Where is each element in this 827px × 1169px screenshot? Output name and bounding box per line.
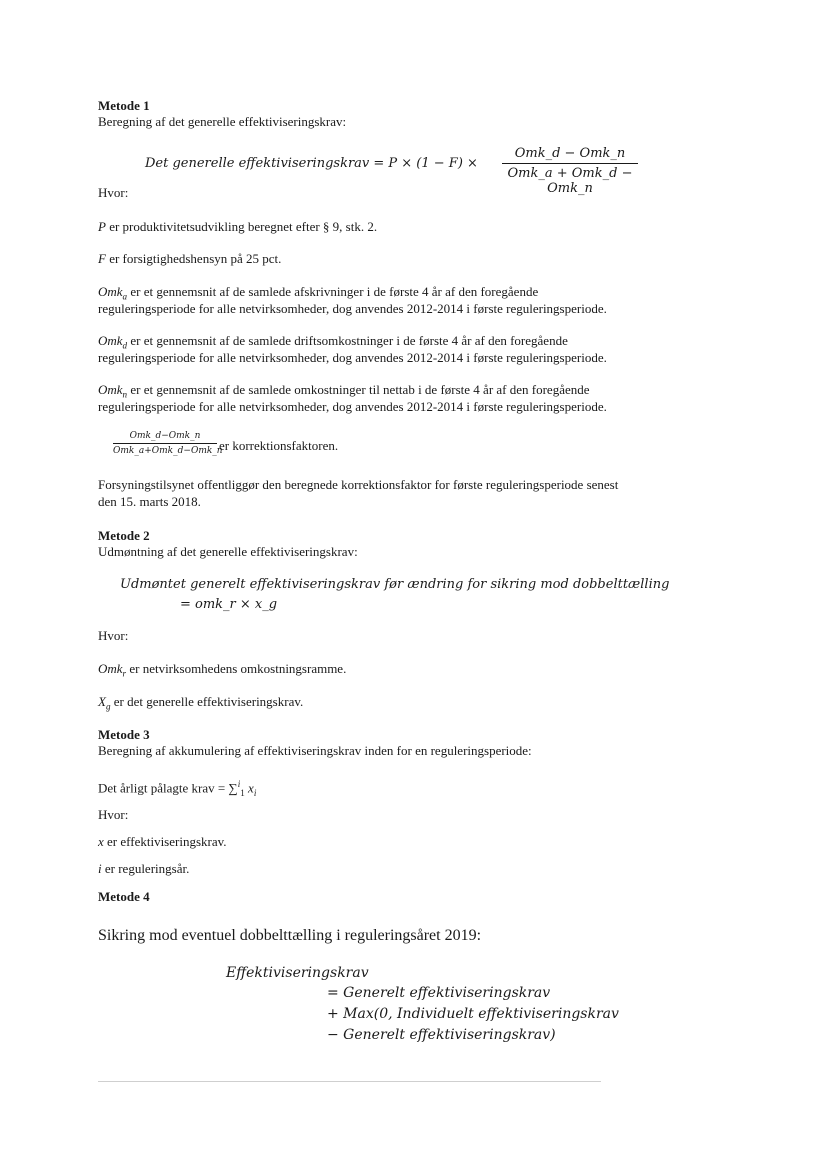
- symbol-x: x: [98, 834, 104, 849]
- sum-variable-sub: i: [253, 787, 257, 798]
- symbol-f: F: [98, 251, 106, 266]
- publish-line2: den 15. marts 2018.: [98, 494, 201, 509]
- definition-xg-text: er det generelle effektiviseringskrav.: [110, 694, 304, 709]
- symbol-omkr-sub: r: [122, 668, 127, 679]
- definition-f-text: er forsigtighedshensyn på 25 pct.: [105, 251, 282, 266]
- footer-divider: [98, 1081, 601, 1082]
- symbol-xg-sub: g: [105, 701, 111, 712]
- symbol-omka: Omk: [98, 284, 123, 299]
- sum-upper-limit: i: [237, 779, 241, 789]
- definition-i: [98, 861, 189, 877]
- definition-p-text: er produktivitetsudvikling beregnet efter § 9, stk. 2.: [105, 219, 378, 234]
- metode2-hvor: Hvor:: [98, 628, 129, 643]
- symbol-omka-sub: a: [122, 291, 128, 302]
- symbol-omkd: Omk: [98, 333, 123, 348]
- symbol-omkn-sub: n: [122, 389, 128, 400]
- sum-symbol: ∑: [228, 780, 238, 796]
- definition-f: [98, 251, 281, 267]
- definition-p: [98, 219, 377, 235]
- metode3-subtitle: Beregning af akkumulering af effektiviseringskrav inden for en reguleringsperiode:: [98, 743, 532, 758]
- metode2-heading: Metode 2: [98, 528, 150, 543]
- definition-omkn-line2: reguleringsperiode for alle netvirksomheder, dog anvendes 2012-2014 i første reguleringsperiode.: [98, 399, 607, 414]
- metode3-formula: [98, 776, 256, 801]
- symbol-omkn: Omk: [98, 382, 123, 397]
- definition-omkr-text: er netvirksomhedens omkostningsramme.: [126, 661, 347, 676]
- definition-xg: [98, 694, 303, 715]
- definition-omkr: [98, 661, 346, 682]
- publish-line1: Forsyningstilsynet offentliggør den beregnede korrektionsfaktor for første reguleringsperiode senest: [98, 477, 619, 492]
- metode2-formula-line1: Udmøntet generelt effektiviseringskrav før ændring for sikring mod dobbelttælling: [120, 577, 670, 592]
- definition-i-text: er reguleringsår.: [101, 861, 190, 876]
- metode4-line3: + Max(0, Individuelt effektiviseringskrav: [327, 1006, 619, 1022]
- metode1-subtitle: Beregning af det generelle effektiviseringskrav:: [98, 114, 347, 129]
- symbol-xg: X: [98, 694, 106, 709]
- definition-omka-line1: er et gennemsnit af de samlede afskrivninger i de første 4 år af den foregående: [127, 284, 539, 299]
- metode1-formula-lhs: Det generelle effektiviseringskrav = P × (1 − F) ×: [145, 156, 478, 171]
- metode1-formula-fraction: [502, 146, 638, 196]
- metode4-subtitle: Sikring mod eventuel dobbelttælling i reguleringsåret 2019:: [98, 927, 482, 944]
- symbol-omkd-sub: d: [122, 340, 128, 351]
- formula-numerator: Omk_d − Omk_n: [514, 146, 626, 161]
- correction-factor-fraction: [113, 431, 223, 456]
- metode3-hvor: Hvor:: [98, 807, 129, 822]
- metode4-heading: Metode 4: [98, 889, 150, 904]
- correction-numerator: Omk_d−Omk_n: [129, 431, 201, 441]
- metode4-line1: Effektiviseringskrav: [226, 965, 369, 981]
- formula-denominator: Omk_a + Omk_d − Omk_n: [507, 166, 633, 196]
- sum-variable: x: [248, 780, 254, 796]
- metode3-formula-text: Det årligt pålagte krav =: [98, 780, 229, 796]
- definition-x: [98, 834, 227, 850]
- sum-lower-limit: 1: [240, 787, 245, 798]
- metode2-formula-line2: = omk_r × x_g: [180, 597, 278, 612]
- metode3-heading: Metode 3: [98, 727, 150, 742]
- symbol-p: P: [98, 219, 106, 234]
- metode1-hvor: Hvor:: [98, 185, 129, 200]
- definition-omkd-line2: reguleringsperiode for alle netvirksomheder, dog anvendes 2012-2014 i første reguleringsperiode.: [98, 350, 607, 365]
- metode1-heading: Metode 1: [98, 98, 150, 113]
- symbol-omkr: Omk: [98, 661, 123, 676]
- correction-factor-text: er korrektionsfaktoren.: [219, 438, 339, 453]
- symbol-i: i: [98, 861, 102, 876]
- metode4-line4: − Generelt effektiviseringskrav): [327, 1027, 556, 1043]
- definition-x-text: er effektiviseringskrav.: [103, 834, 227, 849]
- definition-omka-line2: reguleringsperiode for alle netvirksomheder, dog anvendes 2012-2014 i første reguleringsperiode.: [98, 301, 607, 316]
- definition-omkn-line1: er et gennemsnit af de samlede omkostninger til nettab i de første 4 år af den foregående: [127, 382, 590, 397]
- metode4-line2: = Generelt effektiviseringskrav: [327, 985, 551, 1001]
- definition-omkd-line1: er et gennemsnit af de samlede driftsomkostninger i de første 4 år af den foregående: [127, 333, 568, 348]
- correction-denominator: Omk_a+Omk_d−Omk_n: [113, 446, 223, 456]
- metode2-subtitle: Udmøntning af det generelle effektiviseringskrav:: [98, 544, 358, 559]
